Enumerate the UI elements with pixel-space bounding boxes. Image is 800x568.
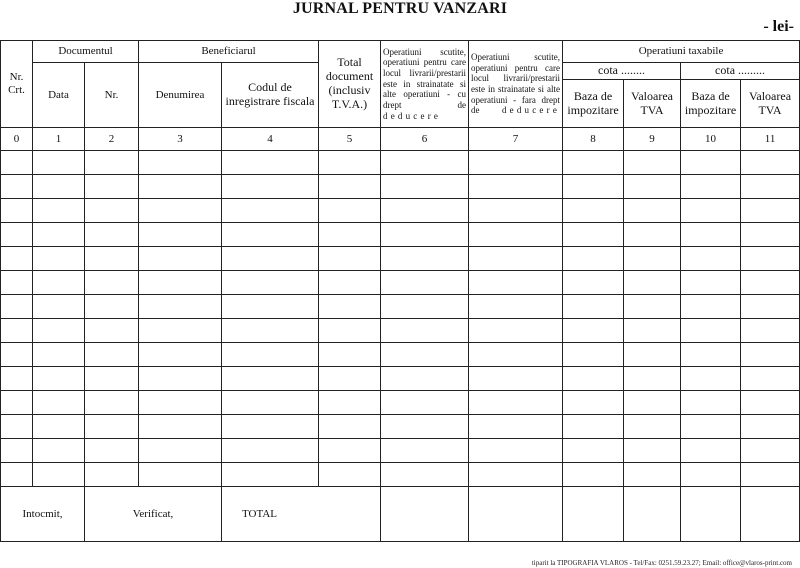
table-row bbox=[1, 223, 800, 247]
table-cell[interactable] bbox=[681, 319, 741, 343]
table-cell[interactable] bbox=[1, 199, 33, 223]
table-cell[interactable] bbox=[222, 247, 319, 271]
table-cell[interactable] bbox=[563, 391, 624, 415]
footer-total-cell[interactable] bbox=[469, 487, 563, 542]
table-cell[interactable] bbox=[222, 223, 319, 247]
table-cell[interactable] bbox=[85, 175, 139, 199]
table-cell[interactable] bbox=[319, 415, 381, 439]
table-cell[interactable] bbox=[563, 463, 624, 487]
table-cell[interactable] bbox=[681, 295, 741, 319]
table-row bbox=[1, 439, 800, 463]
column-number-cell: 4 bbox=[222, 128, 319, 151]
table-cell[interactable] bbox=[469, 343, 563, 367]
table-cell[interactable] bbox=[469, 199, 563, 223]
table-cell[interactable] bbox=[624, 415, 681, 439]
table-row bbox=[1, 151, 800, 175]
table-cell[interactable] bbox=[681, 199, 741, 223]
table-cell[interactable] bbox=[563, 247, 624, 271]
printer-note: tiparit la TIPOGRAFIA VLAROS - Tel/Fax: 0251.59.23.27; Email: office@vlaros-print.com bbox=[531, 559, 792, 567]
table-cell[interactable] bbox=[222, 271, 319, 295]
table-cell[interactable] bbox=[33, 439, 85, 463]
table-cell[interactable] bbox=[1, 343, 33, 367]
table-cell[interactable] bbox=[1, 439, 33, 463]
column-number-cell: 8 bbox=[563, 128, 624, 151]
column-number-cell: 5 bbox=[319, 128, 381, 151]
table-cell[interactable] bbox=[741, 319, 800, 343]
table-cell[interactable] bbox=[381, 367, 469, 391]
table-cell[interactable] bbox=[624, 151, 681, 175]
header-baza-impozitare-2: Baza de impozitare bbox=[681, 80, 741, 128]
table-cell[interactable] bbox=[469, 151, 563, 175]
table-cell[interactable] bbox=[741, 415, 800, 439]
table-cell[interactable] bbox=[563, 439, 624, 463]
table-cell[interactable] bbox=[139, 367, 222, 391]
table-cell[interactable] bbox=[563, 223, 624, 247]
table-cell[interactable] bbox=[469, 175, 563, 199]
table-cell[interactable] bbox=[741, 199, 800, 223]
footer-total-label: TOTAL bbox=[222, 487, 381, 542]
table-cell[interactable] bbox=[381, 439, 469, 463]
table-cell[interactable] bbox=[469, 247, 563, 271]
header-scutite-cu-drept-text: Operatiuni scutite, operatiuni pentru care locul livrarii/prestarii este in strainatate si alte operatiuni - cu drept de bbox=[383, 46, 467, 110]
table-cell[interactable] bbox=[222, 295, 319, 319]
footer-total-cell[interactable] bbox=[741, 487, 800, 542]
table-cell[interactable] bbox=[681, 367, 741, 391]
table-row bbox=[1, 391, 800, 415]
table-cell[interactable] bbox=[469, 391, 563, 415]
table-cell[interactable] bbox=[33, 223, 85, 247]
table-cell[interactable] bbox=[139, 223, 222, 247]
table-cell[interactable] bbox=[741, 151, 800, 175]
table-cell[interactable] bbox=[469, 271, 563, 295]
header-operatiuni-taxabile: Operatiuni taxabile bbox=[563, 41, 800, 63]
header-nr-crt: Nr. Crt. bbox=[1, 41, 33, 128]
table-cell[interactable] bbox=[222, 343, 319, 367]
header-scutite-cu-drept-end: deducere bbox=[383, 110, 442, 121]
table-cell[interactable] bbox=[222, 367, 319, 391]
header-cota-2: cota ......... bbox=[681, 63, 800, 80]
table-cell[interactable] bbox=[1, 271, 33, 295]
table-cell[interactable] bbox=[139, 391, 222, 415]
table-cell[interactable] bbox=[381, 175, 469, 199]
header-scutite-fara-drept bbox=[469, 41, 563, 128]
table-cell[interactable] bbox=[85, 319, 139, 343]
table-cell[interactable] bbox=[681, 343, 741, 367]
header-documentul: Documentul bbox=[33, 41, 139, 63]
table-cell[interactable] bbox=[741, 247, 800, 271]
table-cell[interactable] bbox=[563, 151, 624, 175]
table-cell[interactable] bbox=[681, 415, 741, 439]
header-baza-impozitare-1: Baza de impozitare bbox=[563, 80, 624, 128]
table-cell[interactable] bbox=[381, 343, 469, 367]
table-cell[interactable] bbox=[741, 463, 800, 487]
header-scutite-fara-drept-end: deducere bbox=[501, 105, 561, 116]
table-cell[interactable] bbox=[85, 343, 139, 367]
table-cell[interactable] bbox=[624, 271, 681, 295]
table-cell[interactable] bbox=[85, 463, 139, 487]
table-cell[interactable] bbox=[624, 319, 681, 343]
footer-total-cell[interactable] bbox=[681, 487, 741, 542]
table-cell[interactable] bbox=[222, 463, 319, 487]
table-cell[interactable] bbox=[222, 175, 319, 199]
table-cell[interactable] bbox=[33, 295, 85, 319]
entry-rows bbox=[1, 151, 800, 487]
table-cell[interactable] bbox=[681, 247, 741, 271]
table-cell[interactable] bbox=[139, 271, 222, 295]
table-cell[interactable] bbox=[681, 151, 741, 175]
table-cell[interactable] bbox=[33, 247, 85, 271]
table-cell[interactable] bbox=[563, 271, 624, 295]
table-cell[interactable] bbox=[319, 295, 381, 319]
table-cell[interactable] bbox=[33, 463, 85, 487]
table-cell[interactable] bbox=[381, 319, 469, 343]
column-number-cell: 9 bbox=[624, 128, 681, 151]
header-denumirea: Denumirea bbox=[139, 63, 222, 128]
table-cell[interactable] bbox=[624, 199, 681, 223]
table-cell[interactable] bbox=[741, 295, 800, 319]
table-cell[interactable] bbox=[139, 199, 222, 223]
table-cell[interactable] bbox=[85, 223, 139, 247]
table-cell[interactable] bbox=[381, 463, 469, 487]
page-title: JURNAL PENTRU VANZARI bbox=[292, 0, 508, 17]
table-cell[interactable] bbox=[1, 415, 33, 439]
table-cell[interactable] bbox=[85, 391, 139, 415]
table-cell[interactable] bbox=[319, 391, 381, 415]
table-cell[interactable] bbox=[222, 151, 319, 175]
column-number-cell: 1 bbox=[33, 128, 85, 151]
table-cell[interactable] bbox=[381, 391, 469, 415]
column-number-cell: 6 bbox=[381, 128, 469, 151]
table-cell[interactable] bbox=[319, 367, 381, 391]
column-number-cell: 0 bbox=[1, 128, 33, 151]
table-cell[interactable] bbox=[741, 271, 800, 295]
table-cell[interactable] bbox=[681, 271, 741, 295]
table-row bbox=[1, 415, 800, 439]
table-cell[interactable] bbox=[741, 175, 800, 199]
table-cell[interactable] bbox=[624, 367, 681, 391]
table-cell[interactable] bbox=[624, 343, 681, 367]
table-cell[interactable] bbox=[1, 151, 33, 175]
table-cell[interactable] bbox=[33, 391, 85, 415]
table-cell[interactable] bbox=[33, 367, 85, 391]
table-cell[interactable] bbox=[139, 343, 222, 367]
table-cell[interactable] bbox=[139, 439, 222, 463]
table-cell[interactable] bbox=[381, 271, 469, 295]
table-cell[interactable] bbox=[681, 463, 741, 487]
footer-total-cell[interactable] bbox=[563, 487, 624, 542]
table-cell[interactable] bbox=[33, 151, 85, 175]
table-cell[interactable] bbox=[139, 319, 222, 343]
table-cell[interactable] bbox=[85, 247, 139, 271]
column-number-cell: 11 bbox=[741, 128, 800, 151]
table-cell[interactable] bbox=[85, 199, 139, 223]
table-cell[interactable] bbox=[33, 415, 85, 439]
table-cell[interactable] bbox=[624, 391, 681, 415]
table-cell[interactable] bbox=[139, 415, 222, 439]
footer-total-cell[interactable] bbox=[381, 487, 469, 542]
table-cell[interactable] bbox=[319, 463, 381, 487]
table-cell[interactable] bbox=[222, 439, 319, 463]
table-cell[interactable] bbox=[381, 199, 469, 223]
table-row bbox=[1, 463, 800, 487]
table-cell[interactable] bbox=[319, 247, 381, 271]
table-cell[interactable] bbox=[85, 271, 139, 295]
table-cell[interactable] bbox=[624, 463, 681, 487]
column-number-cell: 7 bbox=[469, 128, 563, 151]
table-cell[interactable] bbox=[624, 439, 681, 463]
table-cell[interactable] bbox=[563, 343, 624, 367]
header-nr: Nr. bbox=[85, 63, 139, 128]
table-cell[interactable] bbox=[85, 439, 139, 463]
table-cell[interactable] bbox=[741, 343, 800, 367]
table-cell[interactable] bbox=[85, 151, 139, 175]
table-cell[interactable] bbox=[381, 415, 469, 439]
column-number-row bbox=[1, 128, 800, 151]
header-beneficiarul: Beneficiarul bbox=[139, 41, 319, 63]
footer-verificat: Verificat, bbox=[85, 487, 222, 542]
table-row bbox=[1, 247, 800, 271]
table-cell[interactable] bbox=[563, 367, 624, 391]
table-cell[interactable] bbox=[1, 367, 33, 391]
sales-journal-table bbox=[0, 40, 800, 542]
table-cell[interactable] bbox=[1, 391, 33, 415]
currency-unit: - lei- bbox=[763, 18, 794, 35]
footer-intocmit: Intocmit, bbox=[1, 487, 85, 542]
table-cell[interactable] bbox=[469, 367, 563, 391]
table-cell[interactable] bbox=[469, 415, 563, 439]
table-cell[interactable] bbox=[624, 295, 681, 319]
table-cell[interactable] bbox=[563, 175, 624, 199]
header-valoarea-tva-1: Valoarea TVA bbox=[624, 80, 681, 128]
table-cell[interactable] bbox=[1, 295, 33, 319]
table-cell[interactable] bbox=[222, 415, 319, 439]
table-cell[interactable] bbox=[741, 439, 800, 463]
column-number-cell: 10 bbox=[681, 128, 741, 151]
table-cell[interactable] bbox=[319, 223, 381, 247]
table-cell[interactable] bbox=[319, 151, 381, 175]
table-cell[interactable] bbox=[222, 319, 319, 343]
table-cell[interactable] bbox=[33, 199, 85, 223]
table-cell[interactable] bbox=[319, 199, 381, 223]
table-row bbox=[1, 343, 800, 367]
table-cell[interactable] bbox=[33, 175, 85, 199]
table-cell[interactable] bbox=[319, 343, 381, 367]
table-cell[interactable] bbox=[319, 175, 381, 199]
table-cell[interactable] bbox=[469, 463, 563, 487]
table-cell[interactable] bbox=[563, 415, 624, 439]
header-scutite-fara-drept-text: Operatiuni scutite, operatiuni pentru care locul livrarii/prestarii este in strainatate si alte operatiuni - fara drept de bbox=[471, 52, 561, 116]
table-cell[interactable] bbox=[741, 391, 800, 415]
table-cell[interactable] bbox=[1, 247, 33, 271]
header-cota-1: cota ........ bbox=[563, 63, 681, 80]
table-cell[interactable] bbox=[381, 295, 469, 319]
table-cell[interactable] bbox=[469, 319, 563, 343]
table-cell[interactable] bbox=[139, 151, 222, 175]
table-cell[interactable] bbox=[469, 223, 563, 247]
table-cell[interactable] bbox=[563, 295, 624, 319]
table-cell[interactable] bbox=[681, 439, 741, 463]
table-cell[interactable] bbox=[85, 415, 139, 439]
table-cell[interactable] bbox=[1, 175, 33, 199]
table-row bbox=[1, 367, 800, 391]
table-cell[interactable] bbox=[381, 223, 469, 247]
table-cell[interactable] bbox=[33, 271, 85, 295]
table-cell[interactable] bbox=[139, 295, 222, 319]
table-cell[interactable] bbox=[85, 367, 139, 391]
header-scutite-cu-drept bbox=[381, 41, 469, 128]
footer-total-cell[interactable] bbox=[624, 487, 681, 542]
table-cell[interactable] bbox=[624, 223, 681, 247]
table-cell[interactable] bbox=[319, 319, 381, 343]
table-cell[interactable] bbox=[1, 319, 33, 343]
table-cell[interactable] bbox=[319, 271, 381, 295]
table-cell[interactable] bbox=[139, 175, 222, 199]
table-cell[interactable] bbox=[741, 367, 800, 391]
header-codul-fiscal: Codul de inregistrare fiscala bbox=[222, 63, 319, 128]
header-total-document: Total document (inclusiv T.V.A.) bbox=[319, 41, 381, 128]
table-cell[interactable] bbox=[33, 319, 85, 343]
table-cell[interactable] bbox=[681, 223, 741, 247]
table-cell[interactable] bbox=[681, 175, 741, 199]
header-data: Data bbox=[33, 63, 85, 128]
table-cell[interactable] bbox=[624, 247, 681, 271]
table-cell[interactable] bbox=[381, 151, 469, 175]
table-cell[interactable] bbox=[319, 439, 381, 463]
column-number-cell: 2 bbox=[85, 128, 139, 151]
table-cell[interactable] bbox=[85, 295, 139, 319]
table-cell[interactable] bbox=[139, 247, 222, 271]
table-row bbox=[1, 295, 800, 319]
table-cell[interactable] bbox=[681, 391, 741, 415]
table-cell[interactable] bbox=[381, 247, 469, 271]
table-cell[interactable] bbox=[33, 343, 85, 367]
footer-row bbox=[1, 487, 800, 542]
table-cell[interactable] bbox=[624, 175, 681, 199]
table-row bbox=[1, 175, 800, 199]
table-cell[interactable] bbox=[1, 223, 33, 247]
table-cell[interactable] bbox=[1, 463, 33, 487]
table-row bbox=[1, 271, 800, 295]
header-valoarea-tva-2: Valoarea TVA bbox=[741, 80, 800, 128]
table-cell[interactable] bbox=[469, 295, 563, 319]
column-number-cell: 3 bbox=[139, 128, 222, 151]
table-cell[interactable] bbox=[139, 463, 222, 487]
table-row bbox=[1, 319, 800, 343]
table-cell[interactable] bbox=[741, 223, 800, 247]
table-row bbox=[1, 199, 800, 223]
table-cell[interactable] bbox=[469, 439, 563, 463]
table-cell[interactable] bbox=[563, 319, 624, 343]
table-cell[interactable] bbox=[563, 199, 624, 223]
table-cell[interactable] bbox=[222, 199, 319, 223]
table-cell[interactable] bbox=[222, 391, 319, 415]
